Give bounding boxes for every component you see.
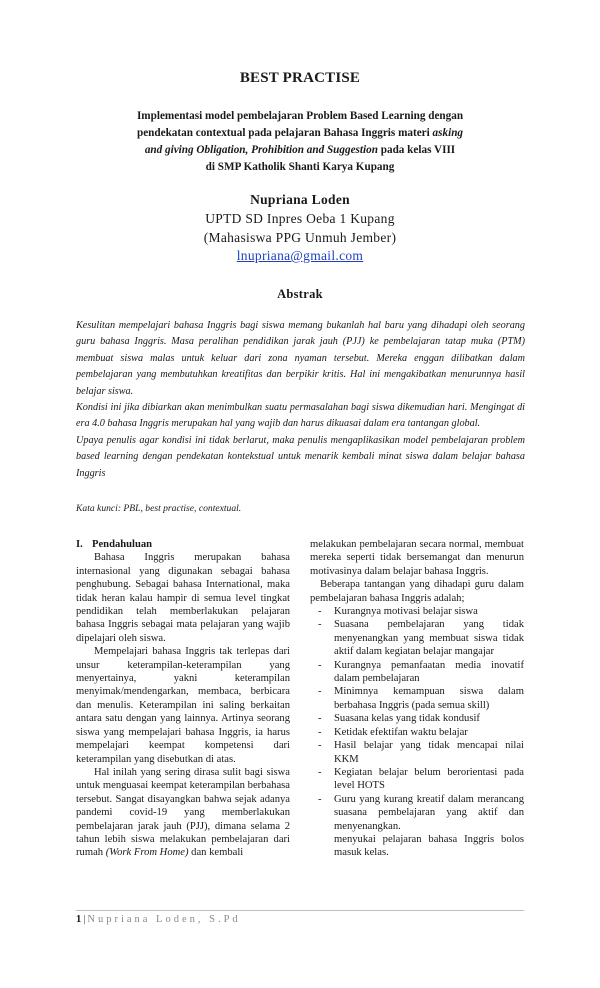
footer-separator: | — [83, 914, 86, 925]
list-item: - Suasana kelas yang tidak kondusif — [310, 712, 524, 725]
list-item: - Guru yang kurang kreatif dalam merancang suasana pembelajaran yang aktif dan menyenangkan. — [310, 793, 524, 833]
intro-paragraph-1: Bahasa Inggris merupakan bahasa internasional yang digunakan sebagai bahasa penghubung. Sebagai bahasa International, maka tidak heran kalau hampir di semua level tingkat pendidikan telah memberlakukan pelajaran bahasa Inggris sebagai mata pelajaran yang wajib dipelajari oleh siswa. — [76, 552, 290, 644]
subtitle-line-3: and giving Obligation, Prohibition and Suggestion pada kelas VIII — [144, 144, 456, 156]
section-heading: I. Pendahuluan — [76, 539, 153, 550]
right-column — [310, 538, 524, 860]
author-email-link[interactable]: lnupriana@gmail.com — [236, 248, 364, 263]
subtitle-line-1: Implementasi model pembelajaran Problem Based Learning dengan — [136, 110, 464, 122]
paper-subtitle — [80, 108, 520, 176]
closing-note: menyukai pelajaran bahasa Inggris bolos masuk kelas. — [334, 833, 524, 859]
footer-divider — [76, 910, 524, 911]
list-item: - Suasana pembelajaran yang tidak menyenangkan yang membuat siswa tidak aktif dalam kegiatan belajar mangajar — [310, 618, 524, 658]
page-number: 1 — [76, 914, 82, 925]
list-item: - Ketidak efektifan waktu belajar — [310, 726, 524, 739]
page-footer — [76, 914, 241, 925]
abstract-paragraph-1: Kesulitan mempelajari bahasa Inggris bagi siswa memang bukanlah hal baru yang dihadapi oleh seorang guru bahasa Inggris. Masa peralihan pendidikan jarak jauh (PJJ) ke pembelajaran tatap muka (PTM) membuat siswa malas untuk keluar dari zona nyaman tersebut. Mereka enggan dilibatkan dalam pembelajaran yang membutuhkan kreatifitas dan berpikir kritis. Hal ini mengakibatkan menurunnya hasil belajar siswa. — [76, 320, 525, 397]
list-item: - Kegiatan belajar belum berorientasi pada level HOTS — [310, 766, 524, 793]
intro-paragraph-2: Mempelajari bahasa Inggris tak terlepas dari unsur keterampilan-keterampilan yang menyertainya, yakni keterampilan menyimak/mendengarkan, membaca, berbicara dan menulis. Keterampilan ini saling berkaitan antara satu dengan yang lainnya. Artinya seorang siswa yang mempelajari bahasa Inggris, ia harus mempelajari keempat kompetensi dari keterampilan yang disebutkan di atas. — [76, 646, 290, 765]
right-paragraph-2: Beberapa tantangan yang dihadapi guru dalam pembelajaran bahasa Inggris adalah; — [310, 579, 524, 604]
right-paragraph-1: melakukan pembelajaran secara normal, membuat mereka seperti tidak bersemangat dan menurun motivasinya dalam belajar bahasa Inggris. — [310, 539, 524, 577]
list-item: - Kurangnya pemanfaatan media inovatif dalam pembelajaran — [310, 659, 524, 686]
author-affiliation: UPTD SD Inpres Oeba 1 Kupang — [205, 211, 395, 226]
keywords: Kata kunci: PBL, best practise, contextual. — [76, 503, 242, 514]
subtitle-line-2: pendekatan contextual pada pelajaran Bahasa Inggris materi asking — [136, 127, 464, 139]
subtitle-line-4: di SMP Katholik Shanti Karya Kupang — [205, 161, 395, 173]
list-item: - Hasil belajar yang tidak mencapai nilai KKM — [310, 739, 524, 766]
abstract-paragraph-2: Kondisi ini jika dibiarkan akan menimbulkan suatu permasalahan bagi siswa dikemudian hari. Mengingat di era 4.0 bahasa Inggris merupakan hal yang wajib dan harus dikuasai dalam era tantangan global. — [76, 402, 525, 430]
intro-paragraph-3: Hal inilah yang sering dirasa sulit bagi siswa untuk menguasai keempat keterampilan berbahasa tersebut. Sangat disayangkan bahwa sejak adanya pandemi covid-19 yang memberlakukan pembelajaran jarak jauh (PJJ), dimana selama 2 tahun lebih siswa melakukan pembelajaran dari rumah (Work From Home) dan kembali — [76, 766, 290, 859]
author-name: Nupriana Loden — [250, 192, 350, 207]
abstract-paragraph-3: Upaya penulis agar kondisi ini tidak berlarut, maka penulis mengaplikasikan model pembelajaran problem based learning dengan pendekatan kontekstual untuk menarik kembali minat siswa dalam belajar bahasa Inggris — [76, 434, 525, 479]
list-item: - Minimnya kemampuan siswa dalam berbahasa Inggris (pada semua skill) — [310, 685, 524, 712]
abstract-heading: Abstrak — [277, 287, 323, 301]
running-head: Nupriana Loden, S.Pd — [87, 914, 241, 925]
paper-title: BEST PRACTISE — [239, 70, 361, 86]
list-item: - Kurangnya motivasi belajar siswa — [310, 605, 524, 618]
abstract-body — [76, 318, 525, 482]
challenges-list — [310, 605, 524, 833]
author-program: (Mahasiswa PPG Unmuh Jember) — [203, 230, 397, 245]
left-column — [76, 538, 290, 860]
